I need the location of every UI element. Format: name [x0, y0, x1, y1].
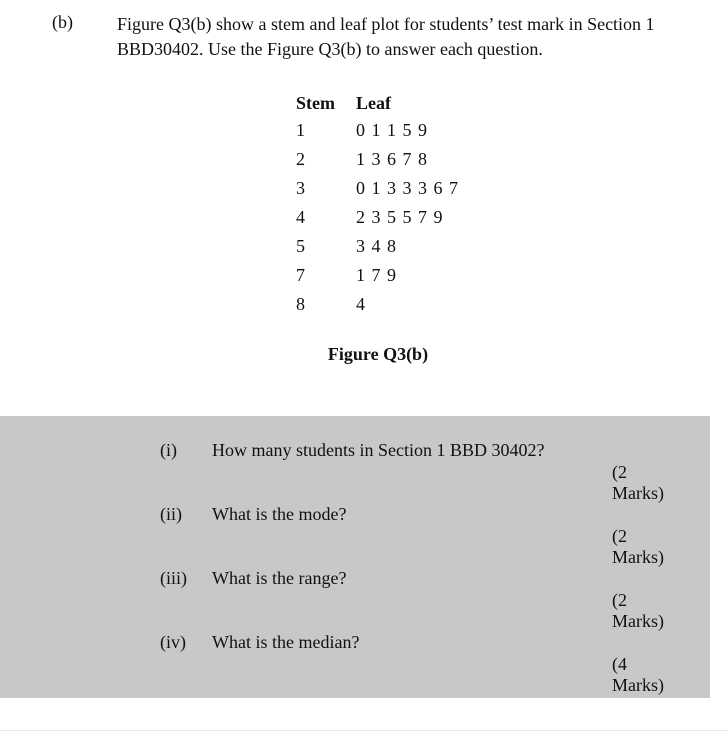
leaf-cell: 1 3 6 7 8 [356, 149, 427, 169]
stem-header: Stem [296, 93, 335, 113]
table-row [296, 207, 458, 236]
leaf-cell: 0 1 1 5 9 [356, 120, 427, 140]
intro-text [117, 12, 677, 62]
question-number: (iii) [160, 568, 187, 588]
questions-panel [0, 416, 710, 698]
leaf-cell: 3 4 8 [356, 236, 396, 256]
question-text: What is the range? [212, 568, 347, 588]
stem-cell: 4 [296, 207, 305, 227]
stem-cell: 3 [296, 178, 305, 198]
stem-cell: 7 [296, 265, 305, 285]
question-text: How many students in Section 1 BBD 30402? [212, 440, 545, 460]
table-row [296, 178, 458, 207]
table-row [296, 265, 458, 294]
stem-cell: 8 [296, 294, 305, 314]
intro-line-2: BBD30402. Use the Figure Q3(b) to answer each question. [117, 39, 543, 59]
leaf-cell: 1 7 9 [356, 265, 396, 285]
table-row [296, 120, 458, 149]
question-marks: (2 Marks) [612, 590, 664, 631]
bottom-divider [0, 730, 728, 731]
figure-caption: Figure Q3(b) [327, 344, 429, 364]
stem-cell: 2 [296, 149, 305, 169]
table-row [296, 294, 458, 323]
stem-cell: 1 [296, 120, 305, 140]
leaf-cell: 0 1 3 3 3 6 7 [356, 178, 458, 198]
table-header-row [296, 93, 458, 120]
question-text: What is the median? [212, 632, 360, 652]
question-number: (iv) [160, 632, 186, 652]
stem-leaf-table [296, 93, 458, 323]
question-marks: (2 Marks) [612, 526, 664, 567]
table-row [296, 236, 458, 265]
question-number: (i) [160, 440, 177, 460]
question-text: What is the mode? [212, 504, 347, 524]
leaf-cell: 4 [356, 294, 365, 314]
leaf-cell: 2 3 5 5 7 9 [356, 207, 443, 227]
question-marks: (2 Marks) [612, 462, 664, 503]
table-row [296, 149, 458, 178]
question-number: (ii) [160, 504, 182, 524]
stem-cell: 5 [296, 236, 305, 256]
intro-line-1: Figure Q3(b) show a stem and leaf plot for students’ test mark in Section 1 [117, 14, 655, 34]
section-label: (b) [52, 12, 73, 32]
question-marks: (4 Marks) [612, 654, 664, 695]
leaf-header: Leaf [356, 93, 391, 113]
